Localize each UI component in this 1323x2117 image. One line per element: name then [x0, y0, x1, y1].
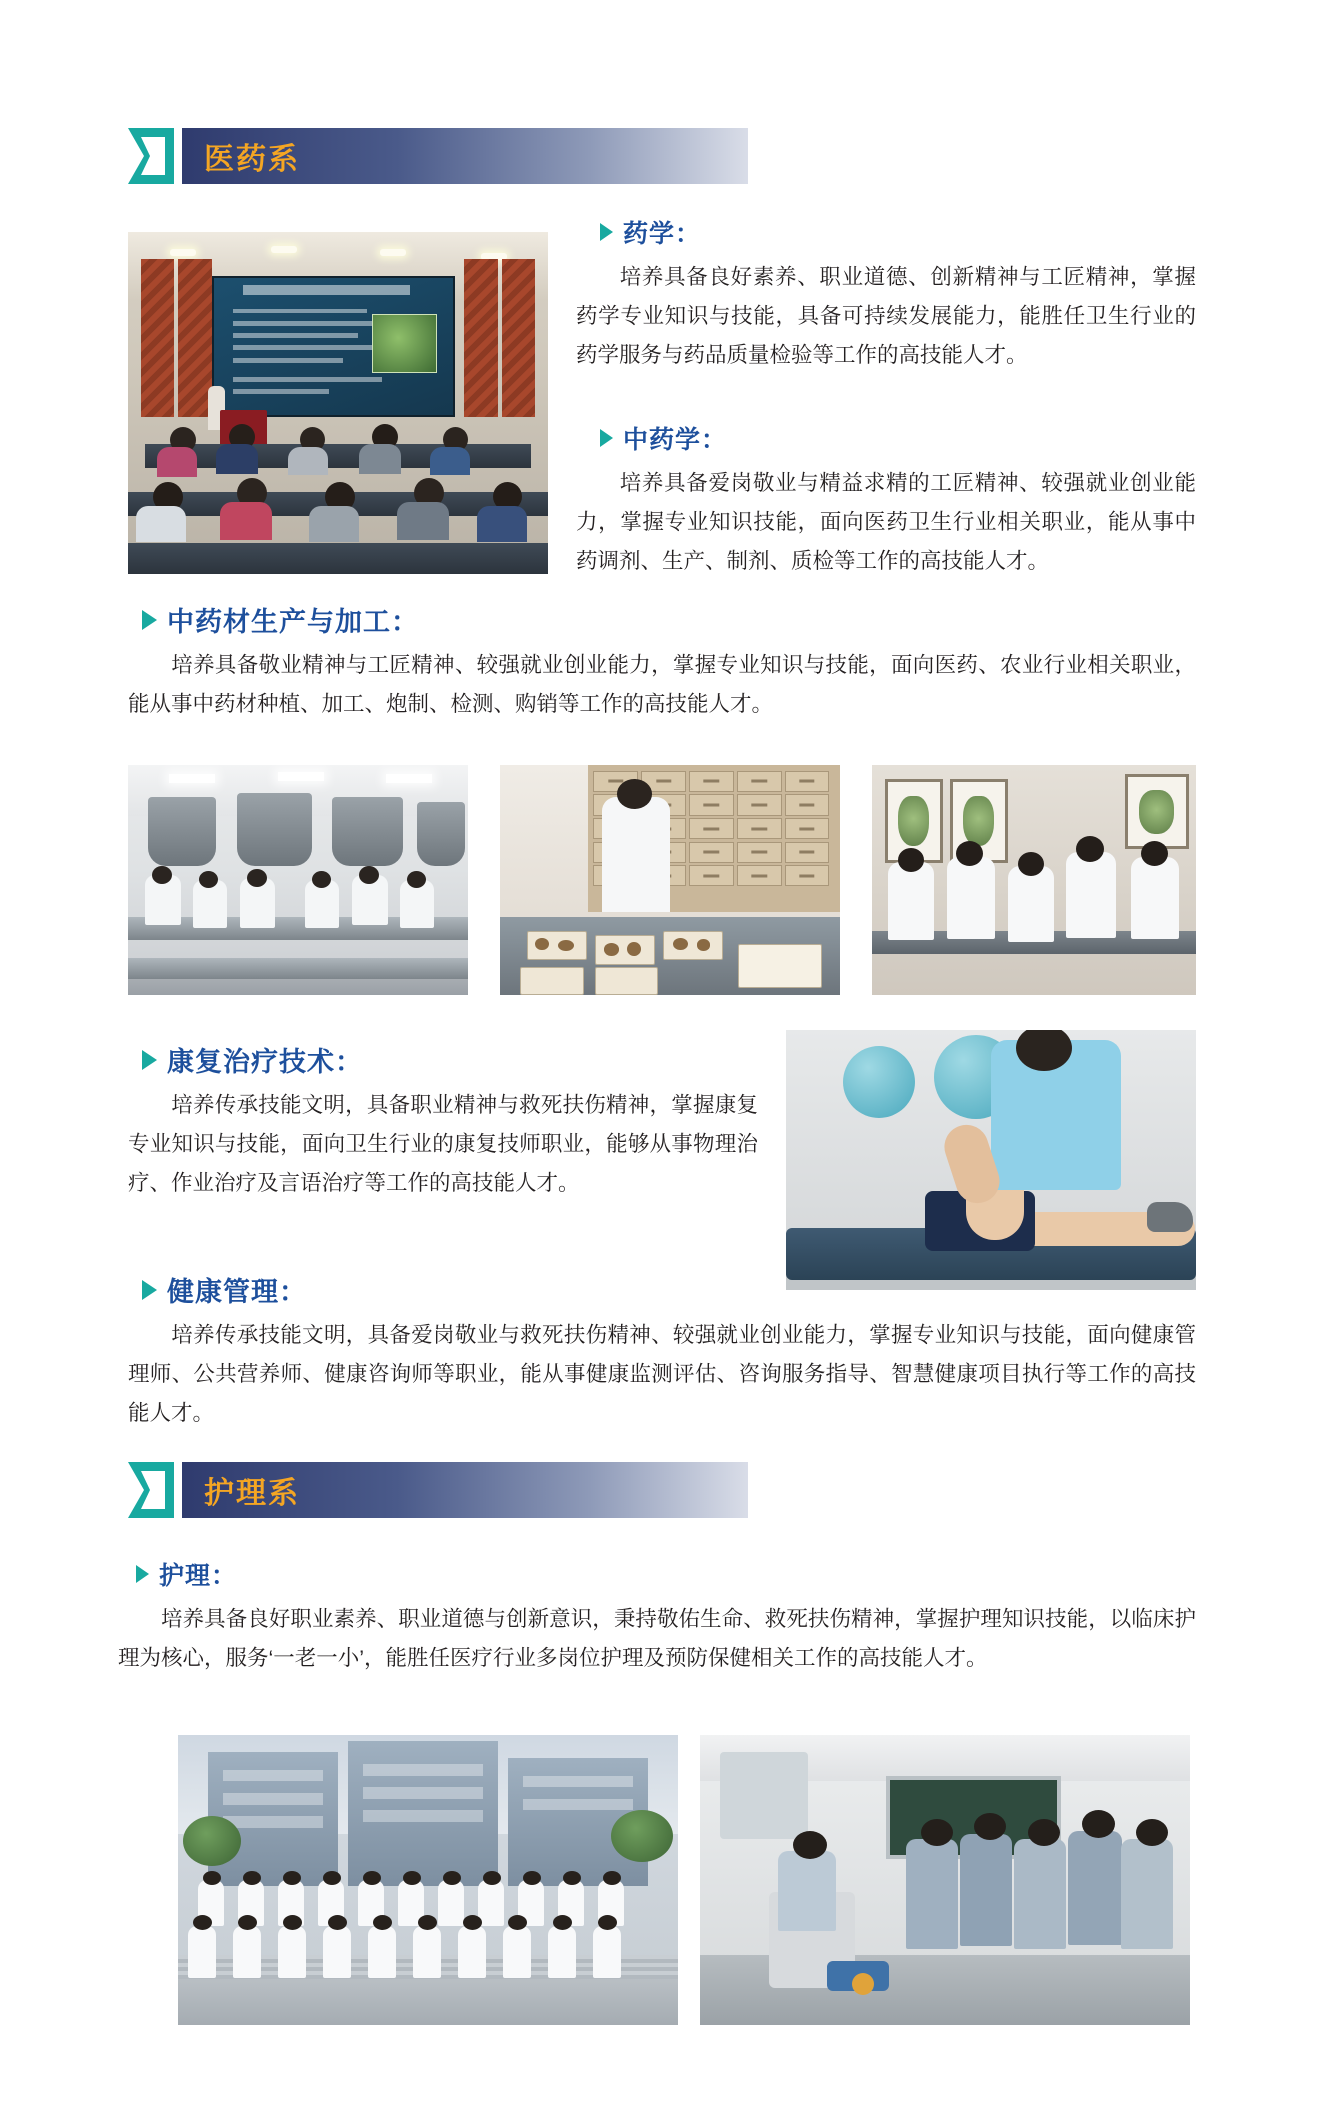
heading-health-management: 健康管理： [142, 1270, 307, 1309]
section-title: 护理系 [204, 1477, 300, 1510]
triangle-bullet-icon [142, 1280, 157, 1300]
heading-herb-production: 中药材生产与加工： [142, 600, 419, 639]
banner-bracket-icon [128, 128, 182, 184]
section-banner-nursing [128, 1462, 748, 1518]
paragraph-health-management: 培养传承技能文明，具备爱岗敬业与救死扶伤精神、较强就业创业能力，掌握专业知识与技能，面向健康管理师、公共营养师、健康咨询师等职业，能从事健康监测评估、咨询服务指导、智慧健康项目执行等工作的高技能人才。 [128, 1323, 1196, 1425]
banner-body [182, 1462, 748, 1518]
heading-nursing: 护理： [136, 1556, 237, 1592]
paragraph-nursing: 培养具备良好职业素养、职业道德与创新意识，秉持敬佑生命、救死扶伤精神，掌握护理知识技能，以临床护理为核心，服务‘一老一小’，能胜任医疗行业多岗位护理及预防保健相关工作的高技能人才。 [118, 1607, 1196, 1670]
triangle-bullet-icon [600, 429, 613, 447]
photo-herb-cabinet [500, 765, 840, 995]
paragraph-pharmacy: 培养具备良好素养、职业道德、创新精神与工匠精神，掌握药学专业知识与技能，具备可持续发展能力，能胜任卫生行业的药学服务与药品质量检验等工作的高技能人才。 [576, 265, 1196, 367]
photo-nursing-rehab-demo [700, 1735, 1190, 2025]
photo-pharmacy-lab [128, 765, 468, 995]
heading-chinese-medicine: 中药学： [600, 420, 727, 456]
triangle-bullet-icon [142, 1050, 157, 1070]
photo-rehabilitation-therapy [786, 1030, 1196, 1290]
banner-bracket-icon [128, 1462, 182, 1518]
heading-pharmacy: 药学： [600, 214, 701, 250]
triangle-bullet-icon [142, 610, 157, 630]
section-banner-medicine [128, 128, 748, 184]
photo-nursing-group [178, 1735, 678, 2025]
paragraph-herb-production: 培养具备敬业精神与工匠精神、较强就业创业能力，掌握专业知识与技能，面向医药、农业行业相关职业，能从事中药材种植、加工、炮制、检测、购销等工作的高技能人才。 [128, 653, 1196, 716]
triangle-bullet-icon [600, 223, 613, 241]
heading-rehabilitation: 康复治疗技术： [142, 1040, 363, 1079]
photo-herb-identification [872, 765, 1196, 995]
triangle-bullet-icon [136, 1565, 149, 1583]
section-title: 医药系 [204, 143, 300, 176]
photo-pharmacy-lecture [128, 232, 548, 574]
paragraph-rehabilitation: 培养传承技能文明，具备职业精神与救死扶伤精神，掌握康复专业知识与技能，面向卫生行业的康复技师职业，能够从事物理治疗、作业治疗及言语治疗等工作的高技能人才。 [128, 1093, 758, 1195]
paragraph-chinese-medicine: 培养具备爱岗敬业与精益求精的工匠精神、较强就业创业能力，掌握专业知识技能，面向医药卫生行业相关职业，能从事中药调剂、生产、制剂、质检等工作的高技能人才。 [576, 471, 1196, 573]
banner-body [182, 128, 748, 184]
